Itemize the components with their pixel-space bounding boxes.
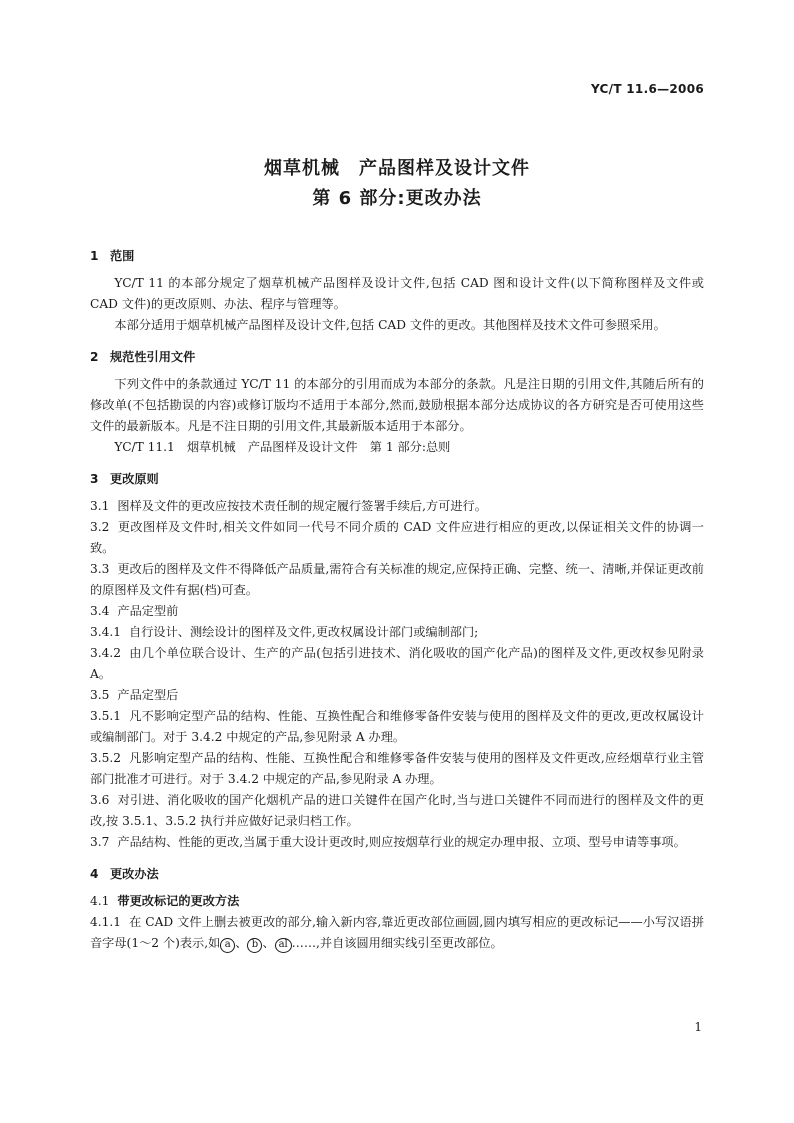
clause-3-4-1 xyxy=(90,622,704,643)
clause-3-3 xyxy=(90,559,704,601)
section-heading-change-methods xyxy=(90,864,704,885)
clause-number: 4.1 xyxy=(90,894,110,908)
section-heading-scope xyxy=(90,246,704,267)
clause-text: 图样及文件的更改应按技术责任制的规定履行签署手续后,方可进行。 xyxy=(117,499,487,513)
section-heading-principles xyxy=(90,469,704,490)
section-number: 4 xyxy=(90,867,99,881)
clause-text: 由几个单位联合设计、生产的产品(包括引进技术、消化吸收的国产化产品)的图样及文件,更改权参见附录 A。 xyxy=(90,646,704,681)
change-mark-b: b xyxy=(247,938,262,953)
clause-number: 4.1.1 xyxy=(90,915,122,929)
clause-3-4-2 xyxy=(90,643,704,685)
clause-text: 更改后的图样及文件不得降低产品质量,需符合有关标准的规定,应保持正确、完整、统一、清晰,并保证更改前的原图样及文件有据(档)可查。 xyxy=(90,562,704,597)
clause-number: 3.6 xyxy=(90,793,110,807)
clause-number: 3.4.1 xyxy=(90,625,122,639)
clause-3-2 xyxy=(90,517,704,559)
scope-paragraph-1: YC/T 11 的本部分规定了烟草机械产品图样及设计文件,包括 CAD 图和设计文件(以下简称图样及文件或 CAD 文件)的更改原则、办法、程序与管理等。 xyxy=(90,276,704,311)
clause-3-4 xyxy=(90,601,704,622)
clause-text-before: 在 CAD 文件上删去被更改的部分,输入新内容,靠近更改部位画圆,圆内填写相应的更改标记——小写汉语拼音字母(1～2 个)表示,如 xyxy=(90,915,704,950)
standard-code: YC/T 11.6—2006 xyxy=(590,82,704,96)
page-number: 1 xyxy=(694,1020,702,1034)
change-mark-a: a xyxy=(220,938,235,953)
section-heading-normative-references xyxy=(90,347,704,368)
section-title: 范围 xyxy=(110,249,135,263)
clause-text: 产品结构、性能的更改,当属于重大设计更改时,则应按烟草行业的规定办理申报、立项、型号申请等事项。 xyxy=(117,835,686,849)
document-title-line1: 烟草机械 产品图样及设计文件 xyxy=(264,158,530,179)
section-number: 2 xyxy=(90,350,99,364)
clause-3-1 xyxy=(90,496,704,517)
clause-text: 对引进、消化吸收的国产化烟机产品的进口关键件在国产化时,当与进口关键件不同而进行的图样及文件的更改,按 3.5.1、3.5.2 执行并应做好记录归档工作。 xyxy=(90,793,704,828)
clause-text: 产品定型后 xyxy=(117,688,179,702)
clause-text: 凡不影响定型产品的结构、性能、互换性配合和维修零备件安装与使用的图样及文件的更改,更改权属设计或编制部门。对于 3.4.2 中规定的产品,参见附录 A 办理。 xyxy=(90,709,704,744)
clause-3-7 xyxy=(90,832,704,853)
clause-3-5-1 xyxy=(90,706,704,748)
clause-number: 3.4.2 xyxy=(90,646,122,660)
clause-text: 带更改标记的更改方法 xyxy=(117,894,240,908)
clause-number: 3.5.1 xyxy=(90,709,122,723)
clause-text: 更改图样及文件时,相关文件如同一代号不同介质的 CAD 文件应进行相应的更改,以保证相关文件的协调一致。 xyxy=(90,520,704,555)
clause-4-1-1 xyxy=(90,912,704,954)
clause-number: 3.4 xyxy=(90,604,110,618)
clause-4-1 xyxy=(90,891,704,912)
clause-number: 3.3 xyxy=(90,562,110,576)
clause-number: 3.1 xyxy=(90,499,110,513)
section-number: 1 xyxy=(90,249,99,263)
clause-3-6 xyxy=(90,790,704,832)
clause-number: 3.7 xyxy=(90,835,110,849)
section-title: 规范性引用文件 xyxy=(110,350,196,364)
document-body xyxy=(90,246,704,954)
separator: 、 xyxy=(235,936,248,950)
clause-text-after: ……,并自该圆用细实线引至更改部位。 xyxy=(291,936,503,950)
clause-number: 3.5.2 xyxy=(90,751,122,765)
clause-3-5-2 xyxy=(90,748,704,790)
clause-text: 自行设计、测绘设计的图样及文件,更改权属设计部门或编制部门; xyxy=(129,625,479,639)
clause-3-5 xyxy=(90,685,704,706)
section-title: 更改原则 xyxy=(110,472,159,486)
change-mark-al: al xyxy=(275,938,292,953)
clause-number: 3.5 xyxy=(90,688,110,702)
clause-number: 3.2 xyxy=(90,520,110,534)
references-paragraph: 下列文件中的条款通过 YC/T 11 的本部分的引用而成为本部分的条款。凡是注日期的引用文件,其随后所有的修改单(不包括勘误的内容)或修订版均不适用于本部分,然而,鼓励根据本部分达成协议的各方研究是否可使用这些文件的最新版本。凡是不注日期的引用文件,其最新版本适用于本部分。 xyxy=(90,377,704,433)
section-title: 更改办法 xyxy=(110,867,159,881)
reference-item: YC/T 11.1 烟草机械 产品图样及设计文件 第 1 部分:总则 xyxy=(114,440,451,454)
scope-paragraph-2: 本部分适用于烟草机械产品图样及设计文件,包括 CAD 文件的更改。其他图样及技术文件可参照采用。 xyxy=(114,318,666,332)
clause-text: 产品定型前 xyxy=(117,604,179,618)
document-title-line2: 第 6 部分:更改办法 xyxy=(312,188,482,209)
section-number: 3 xyxy=(90,472,99,486)
separator: 、 xyxy=(262,936,275,950)
clause-text: 凡影响定型产品的结构、性能、互换性配合和维修零备件安装与使用的图样及文件更改,应经烟草行业主管部门批准才可进行。对于 3.4.2 中规定的产品,参见附录 A 办理。 xyxy=(90,751,704,786)
